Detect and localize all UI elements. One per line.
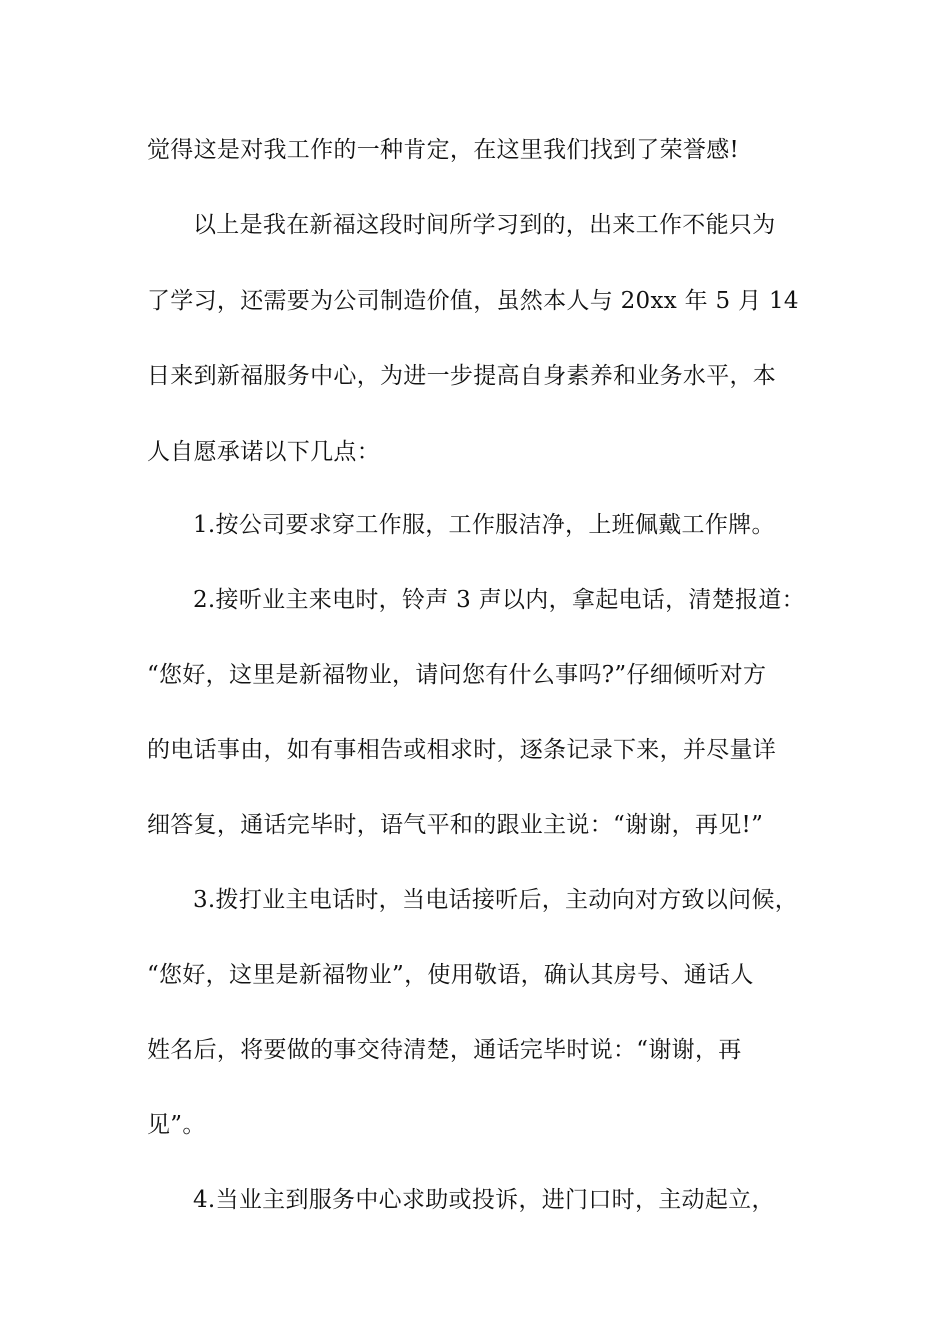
list-item-4: 4.当业主到服务中心求助或投诉，进门口时，主动起立， xyxy=(193,1187,775,1213)
list-item-2: 2.接听业主来电时，铃声 3 声以内，拿起电话，清楚报道： xyxy=(193,587,805,613)
text-line: “您好，这里是新福物业”，使用敬语，确认其房号、通话人 xyxy=(147,962,754,988)
text-line: 细答复，通话完毕时，语气平和的跟业主说：“谢谢，再见!” xyxy=(147,812,764,838)
text-line: “您好，这里是新福物业，请问您有什么事吗?”仔细倾听对方 xyxy=(147,662,767,688)
text-line: 的电话事由，如有事相告或相求时，逐条记录下来，并尽量详 xyxy=(147,737,777,763)
text-line: 日来到新福服务中心，为进一步提高自身素养和业务水平，本 xyxy=(147,363,777,389)
text-line: 姓名后，将要做的事交待清楚，通话完毕时说：“谢谢，再 xyxy=(147,1037,742,1063)
paragraph-start-line: 以上是我在新福这段时间所学习到的，出来工作不能只为 xyxy=(193,212,776,238)
text-line: 人自愿承诺以下几点： xyxy=(147,439,380,465)
list-item-1: 1.按公司要求穿工作服，工作服洁净，上班佩戴工作牌。 xyxy=(193,512,775,538)
text-line: 了学习，还需要为公司制造价值，虽然本人与 20xx 年 5 月 14 xyxy=(147,288,799,314)
text-line: 见”。 xyxy=(147,1112,206,1138)
text-line: 觉得这是对我工作的一种肯定，在这里我们找到了荣誉感! xyxy=(147,137,740,163)
list-item-3: 3.拨打业主电话时，当电话接听后，主动向对方致以问候， xyxy=(193,887,799,913)
